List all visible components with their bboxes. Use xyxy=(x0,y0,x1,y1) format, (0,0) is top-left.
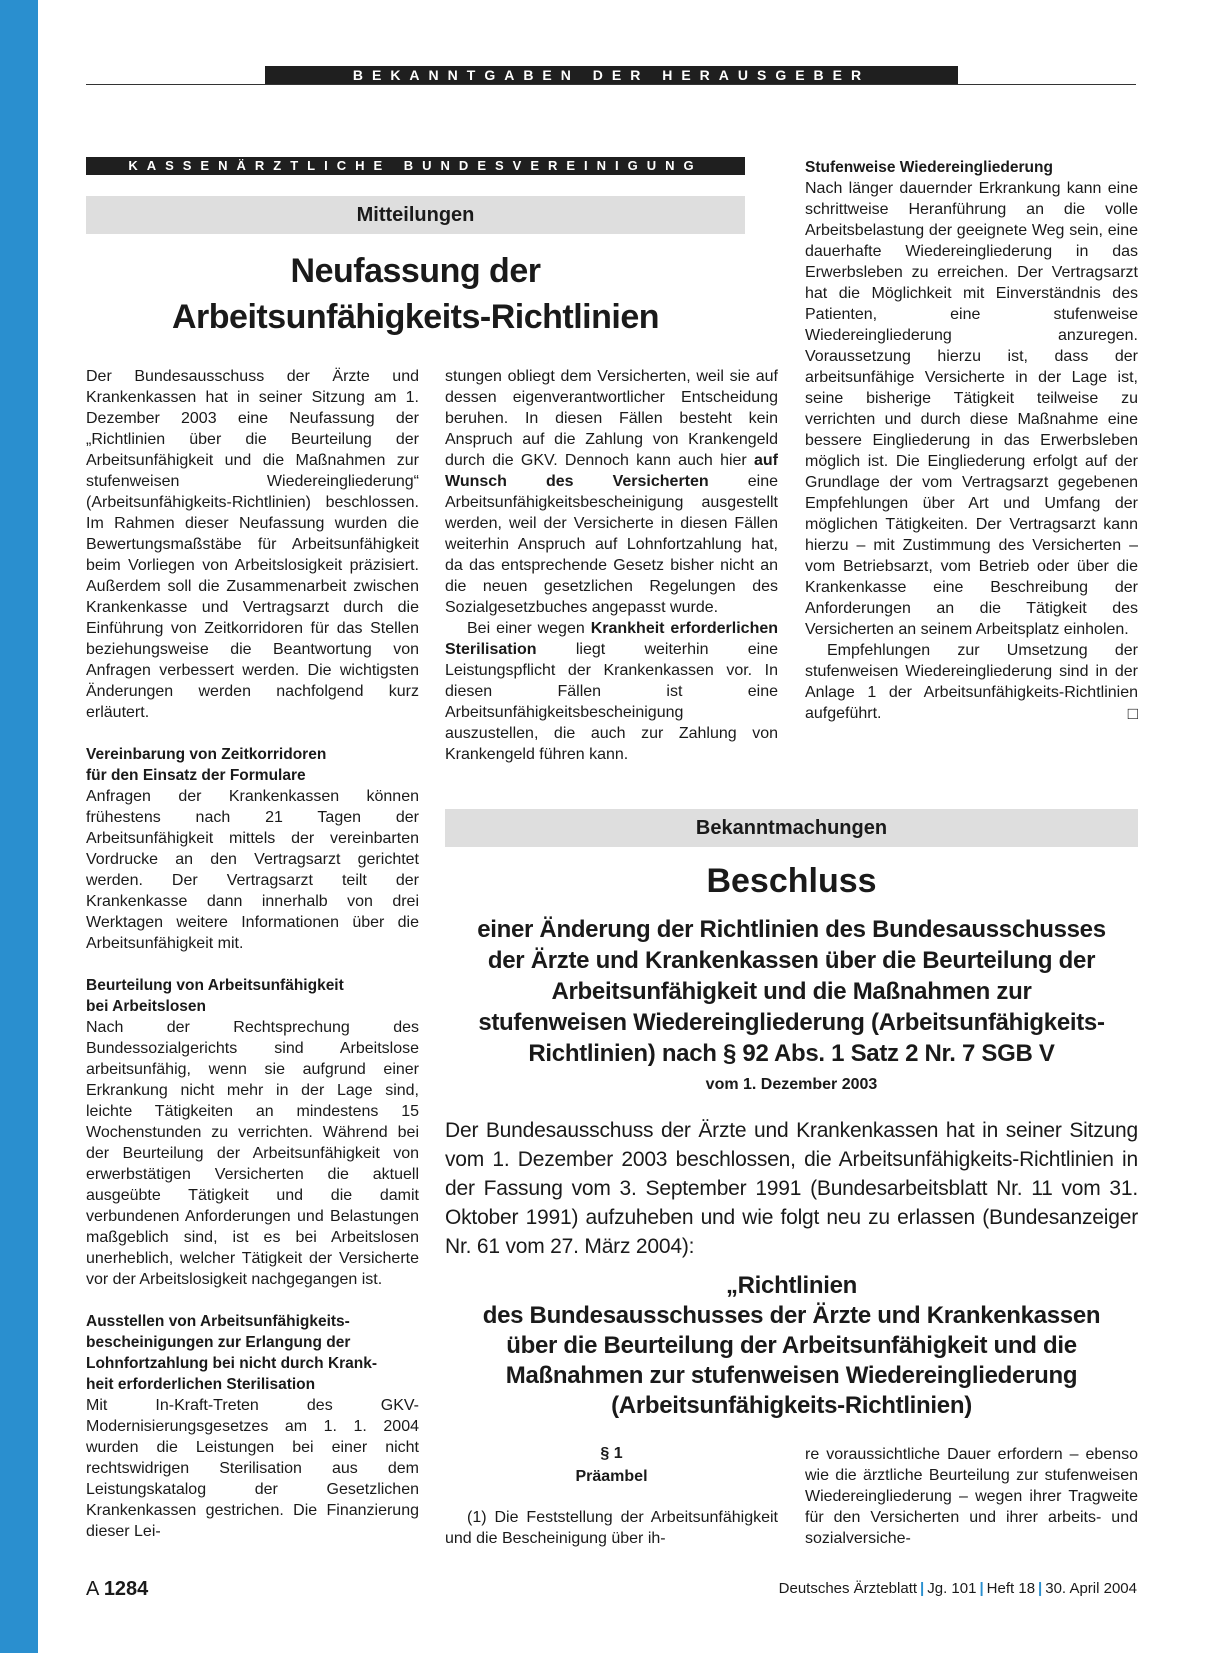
beschluss-title: Beschluss xyxy=(706,862,877,900)
page-number: A 1284 xyxy=(86,1578,149,1600)
header-rule xyxy=(86,84,1136,85)
kbv-bar: KASSENÄRZTLICHE BUNDESVEREINIGUNG xyxy=(86,157,745,175)
article-paragraph: Der Bundesausschuss der Ärzte und Krankenkassen hat in seiner Sitzung am 1. Dezember 2003 eine Neufassung der „Richtlinien über die Beurteilung der Arbeitsunfähigkeit und die Maßnahmen zur stufenweisen Wiedereingliederung“ (Arbeitsunfähigkeits-Richtlinien) beschlossen. Im Rahmen dieser Neufassung wurden die Bewertungsmaßstäbe für Arbeitsunfähigkeit beim Vorliegen von Arbeitslosigkeit präzisiert. Außerdem soll die Zusammenarbeit zwischen Krankenkasse und Vertragsarzt durch die Einführung von Zeitkorridoren für das Stellen beziehungsweise die Beantwortung von Anfragen verbessert werden. Die wichtigsten Änderungen werden nachfolgend kurz erläutert. xyxy=(86,368,419,721)
subheading-arbeitslose: Beurteilung von Arbeitsunfähigkeit bei Arbeitslosen xyxy=(86,977,344,1015)
page-sidebar-stripe xyxy=(0,0,38,1653)
article-paragraph: (1) Die Feststellung der Arbeitsunfähigkeit und die Bescheinigung über ih- xyxy=(445,1509,778,1547)
article-title-line1: Neufassung der xyxy=(290,252,541,290)
subheading-sterilisation: Ausstellen von Arbeitsunfähigkeits- bescheinigungen zur Erlangung der Lohnfortzahlung bei nicht durch Krank- heit erforderlichen Sterilisation xyxy=(86,1313,378,1393)
beschluss-subtitle: einer Änderung der Richtlinien des Bundesausschusses der Ärzte und Krankenkassen über die Beurteilung der Arbeitsunfähigkeit und die Maßnahmen zur stufenweisen Wiedereingliederung (Arbeitsunfähigkeits- Richtlinien) nach § 92 Abs. 1 Satz 2 Nr. 7 SGB V xyxy=(477,916,1106,1067)
beschluss-date: vom 1. Dezember 2003 xyxy=(705,1076,878,1093)
article-paragraph: stungen obliegt dem Versicherten, weil sie auf dessen eigenverantwortlicher Entscheidung beruhen. In diesen Fällen besteht kein Anspruch auf die Zahlung von Krankengeld durch die GKV. Dennoch kann auch hier auf Wunsch des Versicherten eine Arbeitsunfähigkeitsbescheinigung ausgestellt werden, weil der Versicherte in diesen Fällen weiterhin Anspruch auf Lohnfortzahlung hat, da das entsprechende Gesetz bisher nicht an die neuen gesetzlichen Regelungen des Sozialgesetzbuches angepasst wurde. xyxy=(445,368,778,616)
article-column-3 xyxy=(805,157,1138,724)
end-of-article-mark: □ xyxy=(1127,704,1138,723)
article-paragraph: Empfehlungen zur Umsetzung der stufenweisen Wiedereingliederung sind in der Anlage 1 der Arbeitsunfähigkeits-Richtlinien aufgeführt. □ xyxy=(805,642,1138,723)
subheading-zeitkorridore: Vereinbarung von Zeitkorridoren für den Einsatz der Formulare xyxy=(86,746,327,784)
article-paragraph: Bei einer wegen Krankheit erforderlichen Sterilisation liegt weiterhin eine Leistungspflicht der Krankenkassen vor. In diesen Fällen ist eine Arbeitsunfähigkeitsbescheinigung auszustellen, die auch zur Zahlung von Krankengeld führen kann. xyxy=(445,620,779,763)
section-mitteilungen: Mitteilungen xyxy=(86,196,745,234)
article-paragraph: Mit In-Kraft-Treten des GKV-Modernisierungsgesetzes am 1. 1. 2004 wurden die Leistungen bei einer nicht rechtswidrigen Sterilisation aus dem Leistungskatalog der Gesetzlichen Krankenkassen gestrichen. Die Finanzierung dieser Lei- xyxy=(86,1397,419,1540)
article-title xyxy=(86,248,745,340)
journal-footer: Deutsches Ärzteblatt | Jg. 101 | Heft 18 | 30. April 2004 xyxy=(778,1580,1137,1597)
article-title-line2: Arbeitsunfähigkeits-Richtlinien xyxy=(172,298,659,336)
publisher-header-bar: BEKANNTGABEN DER HERAUSGEBER xyxy=(265,66,958,84)
article-paragraph: Anfragen der Krankenkassen können frühestens nach 21 Tagen der Arbeitsunfähigkeit mittels der vereinbarten Vordrucke an den Vertragsarzt gerichtet werden. Der Vertragsarzt teilt der Krankenkasse dann innerhalb von drei Werktagen weitere Informationen über die Arbeitsunfähigkeit mit. xyxy=(86,788,419,952)
article-paragraph: Nach länger dauernder Erkrankung kann eine schrittweise Heranführung an die volle Arbeitsbelastung der geeignete Weg sein, eine dauerhafte Wiedereingliederung in das Erwerbsleben zu erreichen. Der Vertragsarzt hat die Möglichkeit mit Einverständnis des Patienten, eine stufenweise Wiedereingliederung anzuregen. Voraussetzung hierzu ist, dass der arbeitsunfähige Versicherte in der Lage ist, seine bisherige Tätigkeit teilweise zu verrichten und durch diese Maßnahme eine bessere Eingliederung in das Erwerbsleben möglich ist. Die Eingliederung erfolgt auf der Grundlage der vom Vertragsarzt gegebenen Empfehlungen über Art und Umfang der möglichen Tätigkeiten. Der Vertragsarzt kann hierzu – mit Zustimmung des Versicherten – vom Betriebsarzt, vom Betrieb oder über die Krankenkasse eine Beschreibung der Anforderungen an die Tätigkeit des Versicherten an seinem Arbeitsplatz einholen. xyxy=(805,180,1138,638)
article-column-1 xyxy=(86,366,419,1542)
richtlinien-title: „Richtlinien des Bundesausschusses der Ärzte und Krankenkassen über die Beurteilung der Arbeitsunfähigkeit und die Maßnahmen zur stufenweisen Wiedereingliederung (Arbeitsunfähigkeits-Richtlinien) xyxy=(482,1272,1101,1419)
beschluss-column-left xyxy=(445,1507,778,1549)
section-bekanntmachungen: Bekanntmachungen xyxy=(445,809,1138,847)
beschluss-intro: Der Bundesausschuss der Ärzte und Krankenkassen hat in seiner Sitzung vom 1. Dezember 2003 beschlossen, die Arbeitsunfähigkeits-Richtlinien in der Fassung vom 3. September 1991 (Bundesarbeitsblatt Nr. 11 vom 31. Oktober 1991) aufzuheben und wie folgt neu zu erlassen (Bundesanzeiger Nr. 61 vom 27. März 2004): xyxy=(445,1119,1138,1258)
paragraph-heading: § 1 Präambel xyxy=(575,1445,648,1485)
article-paragraph: re voraussichtliche Dauer erfordern – ebenso wie die ärztliche Beurteilung zur stufenweisen Wiedereingliederung – wegen ihrer Tragweite für den Versicherten und ihrer arbeits- und sozialversiche- xyxy=(805,1446,1138,1547)
article-column-2 xyxy=(445,366,778,765)
beschluss-column-right xyxy=(805,1444,1138,1549)
article-paragraph: Nach der Rechtsprechung des Bundessozialgerichts sind Arbeitslose arbeitsunfähig, wenn sie aufgrund einer Erkrankung nicht mehr in der Lage sind, leichte Tätigkeiten an mindestens 15 Wochenstunden zu verrichten. Während bei der Beurteilung der Arbeitsunfähigkeit von erwerbstätigen Versicherten die aktuell ausgeübte Tätigkeit und die damit verbundenen Anforderungen und Belastungen maßgeblich sind, ist es bei Arbeitslosen unerheblich, welcher Tätigkeit der Versicherte vor der Arbeitslosigkeit nachgegangen ist. xyxy=(86,1019,419,1288)
subheading-wiedereingliederung: Stufenweise Wiedereingliederung xyxy=(805,159,1053,176)
